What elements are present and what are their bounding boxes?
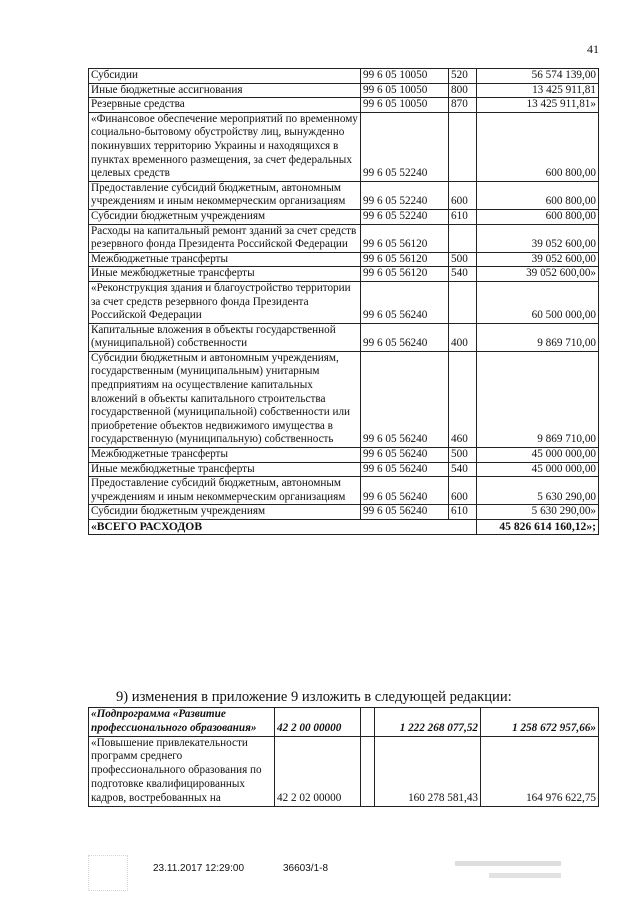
cell-vr: [361, 708, 375, 737]
table-row: [89, 83, 599, 98]
cell-amount: 9 869 710,00: [477, 351, 599, 447]
cell-name: Иные межбюджетные трансферты: [89, 267, 361, 282]
cell-code: 99 6 05 56120: [361, 224, 449, 252]
table-row: [89, 708, 599, 737]
cell-code: 99 6 05 56240: [361, 351, 449, 447]
cell-name: Предоставление субсидий бюджетным, автономным учреждениям и иным некоммерческим организациям: [89, 181, 361, 209]
table-row: [89, 252, 599, 267]
table-row: [89, 505, 599, 520]
total-label: «ВСЕГО РАСХОДОВ: [89, 520, 477, 535]
cell-name: Резервные средства: [89, 98, 361, 113]
cell-code: 99 6 05 52240: [361, 112, 449, 181]
cell-amount: 56 574 139,00: [477, 69, 599, 84]
cell-amount1: 160 278 581,43: [375, 736, 481, 806]
cell-code: 99 6 05 56240: [361, 477, 449, 505]
table-row: [89, 351, 599, 447]
cell-code: 99 6 05 56240: [361, 281, 449, 323]
table-row: [89, 448, 599, 463]
table-row: [89, 98, 599, 113]
table-row: [89, 477, 599, 505]
cell-amount: 600 800,00: [477, 181, 599, 209]
cell-vr: 600: [449, 477, 477, 505]
cell-amount: 39 052 600,00»: [477, 267, 599, 282]
cell-amount: 5 630 290,00: [477, 477, 599, 505]
table-row: [89, 224, 599, 252]
cell-amount: 60 500 000,00: [477, 281, 599, 323]
appendix-9-table: [88, 707, 599, 807]
table-row: [89, 736, 599, 806]
cell-amount: 9 869 710,00: [477, 323, 599, 351]
cell-code: 99 6 05 10050: [361, 69, 449, 84]
cell-name: «Повышение привлекательности программ среднего профессионального образования по подготовке квалифицированных кадров, востребованных на: [89, 736, 275, 806]
cell-vr: 500: [449, 448, 477, 463]
cell-code: 99 6 05 10050: [361, 83, 449, 98]
table-row: [89, 181, 599, 209]
cell-code: 99 6 05 56120: [361, 267, 449, 282]
cell-vr: 870: [449, 98, 477, 113]
cell-name: Межбюджетные трансферты: [89, 448, 361, 463]
section-heading: 9) изменения в приложение 9 изложить в следующей редакции:: [116, 689, 512, 705]
cell-name: «Подпрограмма «Развитие профессионального образования»: [89, 708, 275, 737]
cell-name: «Финансовое обеспечение мероприятий по временному социально-бытовому обустройству лиц, вынужденно покинувших территорию Украины и находящихся в пунктах временного размещения, за счет федеральных целевых средств: [89, 112, 361, 181]
cell-name: Расходы на капитальный ремонт зданий за счет средств резервного фонда Президента Российской Федерации: [89, 224, 361, 252]
cell-code: 99 6 05 10050: [361, 98, 449, 113]
cell-code: 99 6 05 52240: [361, 209, 449, 224]
cell-vr: [449, 281, 477, 323]
cell-code: 99 6 05 56120: [361, 252, 449, 267]
cell-vr: 610: [449, 209, 477, 224]
stamp-mark: [88, 855, 128, 891]
cell-name: Субсидии: [89, 69, 361, 84]
cell-vr: 500: [449, 252, 477, 267]
cell-vr: 610: [449, 505, 477, 520]
cell-vr: 540: [449, 267, 477, 282]
cell-name: Иные бюджетные ассигнования: [89, 83, 361, 98]
table-row: [89, 267, 599, 282]
cell-code: 99 6 05 56240: [361, 462, 449, 477]
cell-name: Межбюджетные трансферты: [89, 252, 361, 267]
expenses-table: [88, 68, 599, 535]
footer-datetime: 23.11.2017 12:29:00: [153, 863, 245, 874]
cell-code: 99 6 05 56240: [361, 505, 449, 520]
cell-name: Предоставление субсидий бюджетным, автономным учреждениям и иным некоммерческим организациям: [89, 477, 361, 505]
table-row: [89, 323, 599, 351]
cell-amount2: 164 976 622,75: [481, 736, 599, 806]
cell-amount: 45 000 000,00: [477, 448, 599, 463]
table-row: [89, 112, 599, 181]
page-number: 41: [587, 42, 599, 56]
cell-code: 99 6 05 56240: [361, 448, 449, 463]
cell-name: «Реконструкция здания и благоустройство территории за счет средств резервного фонда Президента Российской Федерации: [89, 281, 361, 323]
cell-vr: 800: [449, 83, 477, 98]
cell-code: 99 6 05 52240: [361, 181, 449, 209]
table-row: [89, 209, 599, 224]
cell-amount: 39 052 600,00: [477, 224, 599, 252]
cell-amount: 600 800,00: [477, 209, 599, 224]
cell-vr: [449, 224, 477, 252]
cell-code: 99 6 05 56240: [361, 323, 449, 351]
faint-stamp: [455, 857, 565, 886]
cell-vr: [449, 112, 477, 181]
cell-vr: 460: [449, 351, 477, 447]
cell-vr: 540: [449, 462, 477, 477]
footer-doc-number: 36603/1-8: [283, 863, 329, 874]
cell-name: Субсидии бюджетным учреждениям: [89, 505, 361, 520]
cell-amount: 39 052 600,00: [477, 252, 599, 267]
total-amount: 45 826 614 160,12»;: [477, 520, 599, 535]
cell-vr: [361, 736, 375, 806]
cell-name: Субсидии бюджетным и автономным учреждениям, государственным (муниципальным) унитарным предприятиям на осуществление капитальных вложений в объекты капитального строительства государственной (муниципальной) собственности или приобретение объектов недвижимого имущества в государственную (муниципальную) собственность: [89, 351, 361, 447]
cell-name: Субсидии бюджетным учреждениям: [89, 209, 361, 224]
cell-vr: 520: [449, 69, 477, 84]
table-row: [89, 281, 599, 323]
cell-code: 42 2 02 00000: [275, 736, 361, 806]
cell-amount2: 1 258 672 957,66»: [481, 708, 599, 737]
cell-amount: 5 630 290,00»: [477, 505, 599, 520]
cell-amount: 13 425 911,81»: [477, 98, 599, 113]
cell-code: 42 2 00 00000: [275, 708, 361, 737]
cell-name: Иные межбюджетные трансферты: [89, 462, 361, 477]
total-row: [89, 520, 599, 535]
cell-amount: 600 800,00: [477, 112, 599, 181]
cell-name: Капитальные вложения в объекты государственной (муниципальной) собственности: [89, 323, 361, 351]
cell-vr: 400: [449, 323, 477, 351]
table-row: [89, 462, 599, 477]
cell-amount1: 1 222 268 077,52: [375, 708, 481, 737]
cell-amount: 13 425 911,81: [477, 83, 599, 98]
cell-vr: 600: [449, 181, 477, 209]
table-row: [89, 69, 599, 84]
cell-amount: 45 000 000,00: [477, 462, 599, 477]
